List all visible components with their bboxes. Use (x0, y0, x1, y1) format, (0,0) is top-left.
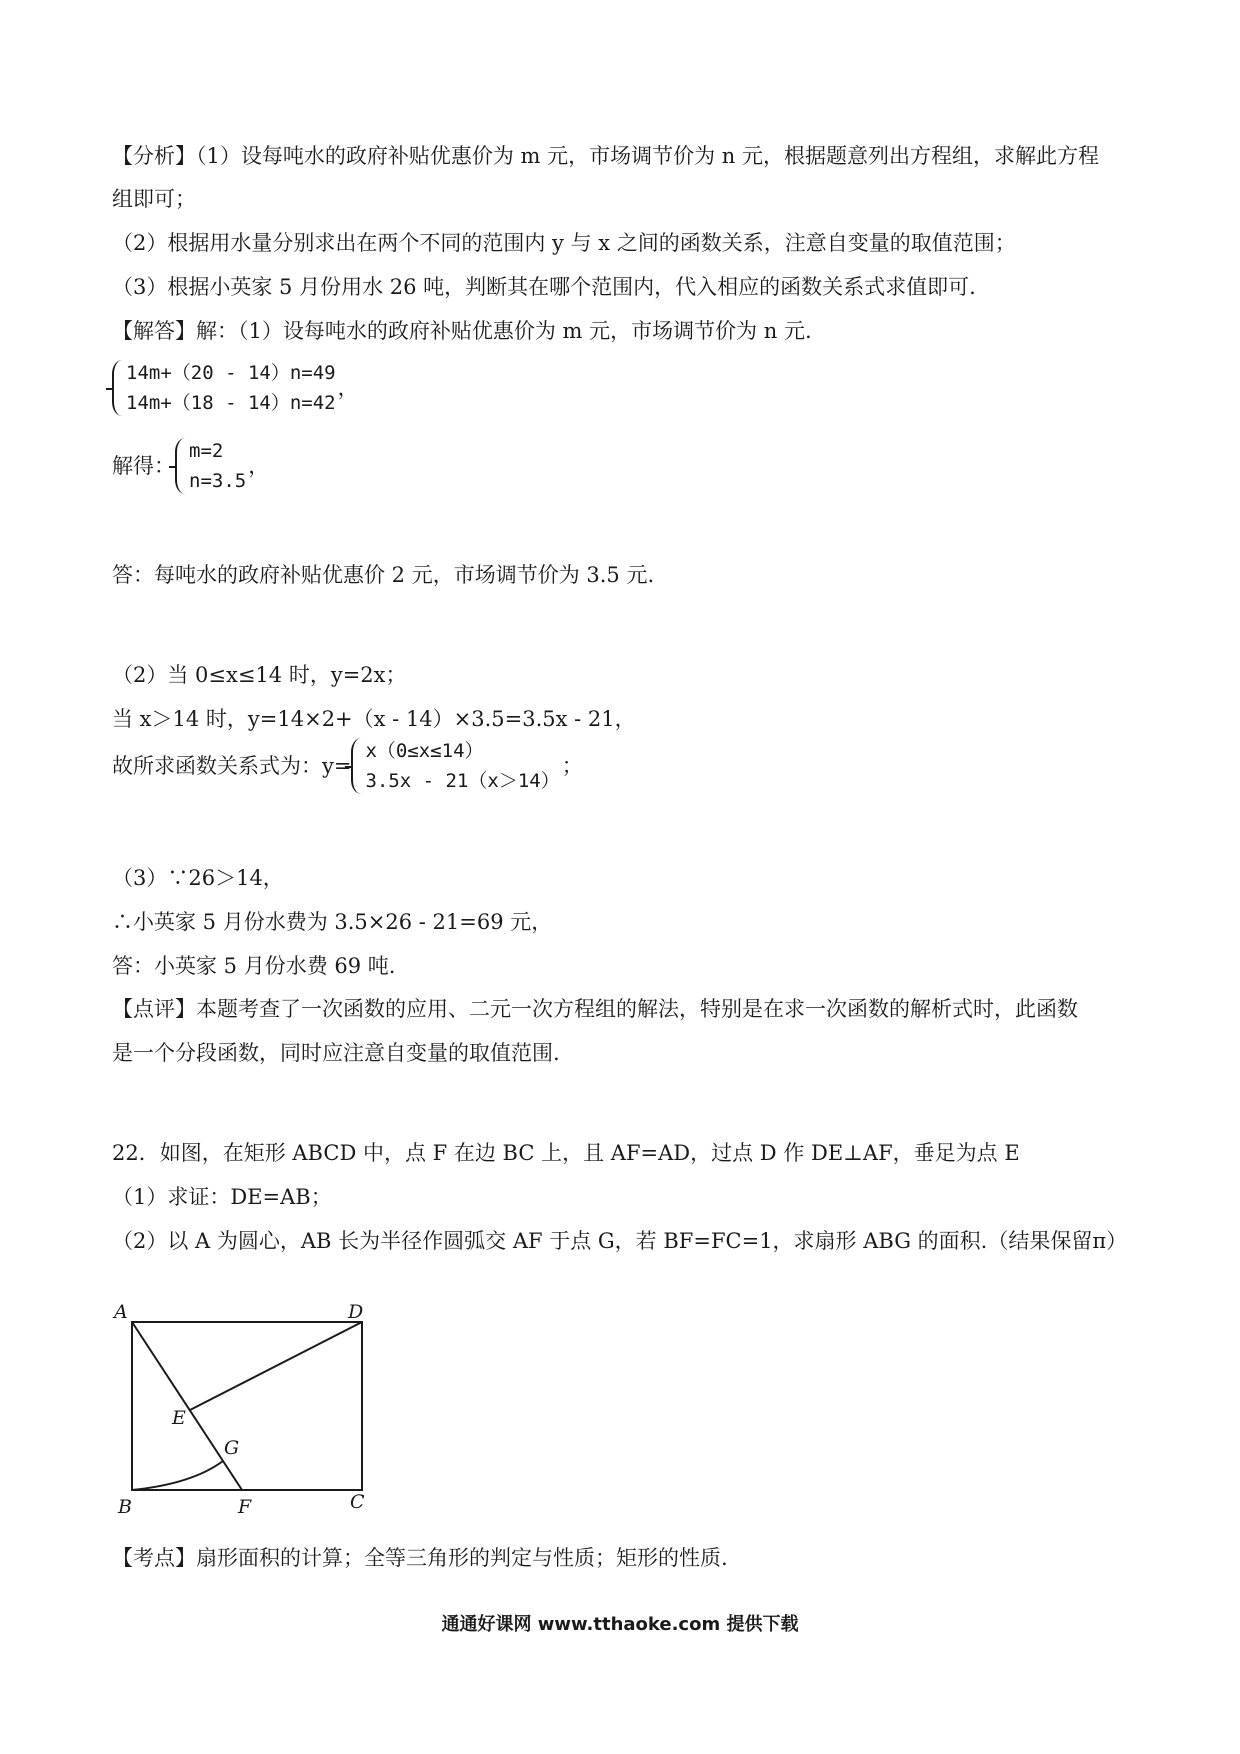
piecewise-brace (351, 736, 559, 796)
segment-de (190, 1322, 362, 1410)
answer-1: 答：每吨水的政府补贴优惠价 2 元，市场调节价为 3.5 元. (112, 563, 655, 587)
part2-line-1: （2）当 0≤x≤14 时，y=2x； (112, 663, 407, 687)
rectangle-figure (110, 1300, 380, 1520)
piecewise-function (112, 736, 583, 796)
analysis-line-2: 组即可； (112, 187, 196, 211)
segment-af (132, 1322, 242, 1490)
system-brace (112, 358, 336, 418)
page-footer: 通通好课网 www.tthaoke.com 提供下载 (441, 1614, 799, 1635)
kaodian: 【考点】扇形面积的计算；全等三角形的判定与性质；矩形的性质. (112, 1546, 728, 1570)
system-tail: ， (337, 376, 359, 400)
solution-intro: 【解答】解：（1）设每吨水的政府补贴优惠价为 m 元，市场调节价为 n 元. (112, 319, 812, 343)
analysis-line-3: （2）根据用水量分别求出在两个不同的范围内 y 与 x 之间的函数关系，注意自变量的取值范围； (112, 231, 1016, 255)
solve-row-m: m=2 (189, 440, 224, 462)
problem-22-stem: 22．如图，在矩形 ABCD 中，点 F 在边 BC 上，且 AF=AD，过点 D 作 DE⊥AF，垂足为点 E (112, 1141, 1020, 1165)
solution-result (112, 436, 269, 496)
label-b: B (118, 1496, 132, 1518)
label-g: G (224, 1437, 240, 1459)
piecewise-row-1: x（0≤x≤14） (365, 740, 484, 762)
piecewise-label: 故所求函数关系式为：y= (112, 754, 352, 778)
rectangle-abcd (132, 1322, 362, 1490)
part3-line-3: 答：小英家 5 月份水费 69 吨. (112, 954, 396, 978)
problem-22-q1: （1）求证：DE=AB； (112, 1185, 332, 1209)
system-row-2: 14m+（18 - 14）n=42 (126, 392, 336, 414)
part3-line-1: （3）∵26＞14， (112, 866, 284, 890)
equation-system (112, 358, 359, 418)
solve-tail: ， (248, 454, 270, 478)
part3-line-2: ∴小英家 5 月份水费为 3.5×26 - 21=69 元， (112, 910, 553, 934)
analysis-line-4: （3）根据小英家 5 月份用水 26 吨，判断其在哪个范围内，代入相应的函数关系式求值即可. (112, 275, 976, 299)
problem-22-q2: （2）以 A 为圆心，AB 长为半径作圆弧交 AF 于点 G，若 BF=FC=1，求扇形 ABG 的面积.（结果保留π） (112, 1229, 1128, 1253)
label-a: A (114, 1301, 128, 1323)
arc-bg (132, 1461, 223, 1490)
solve-label: 解得： (112, 454, 175, 478)
label-c: C (350, 1491, 365, 1513)
analysis-line-1: 【分析】（1）设每吨水的政府补贴优惠价为 m 元，市场调节价为 n 元，根据题意列出方程组，求解此方程 (112, 144, 1099, 168)
label-f: F (238, 1496, 252, 1518)
piecewise-tail: ； (561, 754, 583, 778)
review-line-2: 是一个分段函数，同时应注意自变量的取值范围. (112, 1041, 560, 1065)
label-d: D (348, 1301, 364, 1323)
review-line-1: 【点评】本题考查了一次函数的应用、二元一次方程组的解法，特别是在求一次函数的解析式时，此函数 (112, 997, 1078, 1021)
part2-line-2: 当 x＞14 时，y=14×2+（x - 14）×3.5=3.5x - 21， (112, 707, 636, 731)
solve-brace (175, 436, 246, 496)
system-row-1: 14m+（20 - 14）n=49 (126, 362, 336, 384)
solve-row-n: n=3.5 (189, 470, 247, 492)
label-e: E (172, 1407, 186, 1429)
piecewise-row-2: 3.5x - 21（x＞14） (365, 770, 560, 792)
